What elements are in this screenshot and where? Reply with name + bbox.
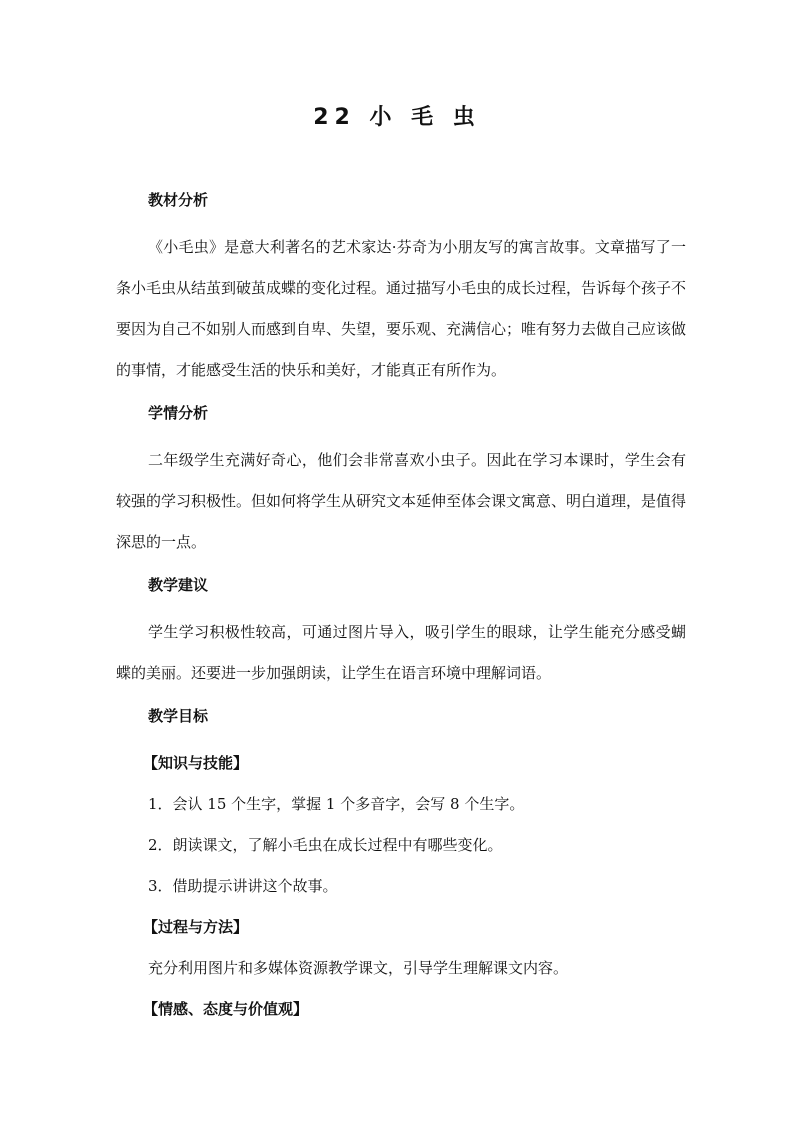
list-item: 3．借助提示讲讲这个故事。 [148,877,338,895]
list-item: 1．会认 15 个生字，掌握 1 个多音字，会写 8 个生字。 [148,795,525,813]
paragraph-process-methods: 充分利用图片和多媒体资源教学课文，引导学生理解课文内容。 [148,959,569,977]
subheading-process-methods: 【过程与方法】 [143,918,249,936]
document-title: 22 小 毛 虫 [313,105,481,130]
list-item: 2．朗读课文，了解小毛虫在成长过程中有哪些变化。 [148,836,503,854]
heading-teaching-goals: 教学目标 [148,707,209,725]
subheading-knowledge-skills: 【知识与技能】 [143,754,249,772]
paragraph-student-analysis: 二年级学生充满好奇心，他们会非常喜欢小虫子。因此在学习本课时，学生会有较强的学习积极性。但如何将学生从研究文本延伸至体会课文寓意、明白道理，是值得深思的一点。 [116,451,687,551]
heading-student-analysis: 学情分析 [148,404,209,422]
heading-teaching-suggestions: 教学建议 [148,576,209,594]
paragraph-teaching-suggestions: 学生学习积极性较高，可通过图片导入，吸引学生的眼球，让学生能充分感受蝴蝶的美丽。还要进一步加强朗读，让学生在语言环境中理解词语。 [116,623,686,682]
paragraph-material-analysis: 《小毛虫》是意大利著名的艺术家达·芬奇为小朋友写的寓言故事。文章描写了一条小毛虫从结茧到破茧成蝶的变化过程。通过描写小毛虫的成长过程，告诉每个孩子不要因为自己不如别人而感到自卑、失望，要乐观、充满信心；唯有努力去做自己应该做的事情，才能感受生活的快乐和美好，才能真正有所作为。 [116,238,687,379]
subheading-emotion-values: 【情感、态度与价值观】 [143,1000,309,1018]
document-body [116,186,686,1030]
heading-material-analysis: 教材分析 [148,191,209,209]
